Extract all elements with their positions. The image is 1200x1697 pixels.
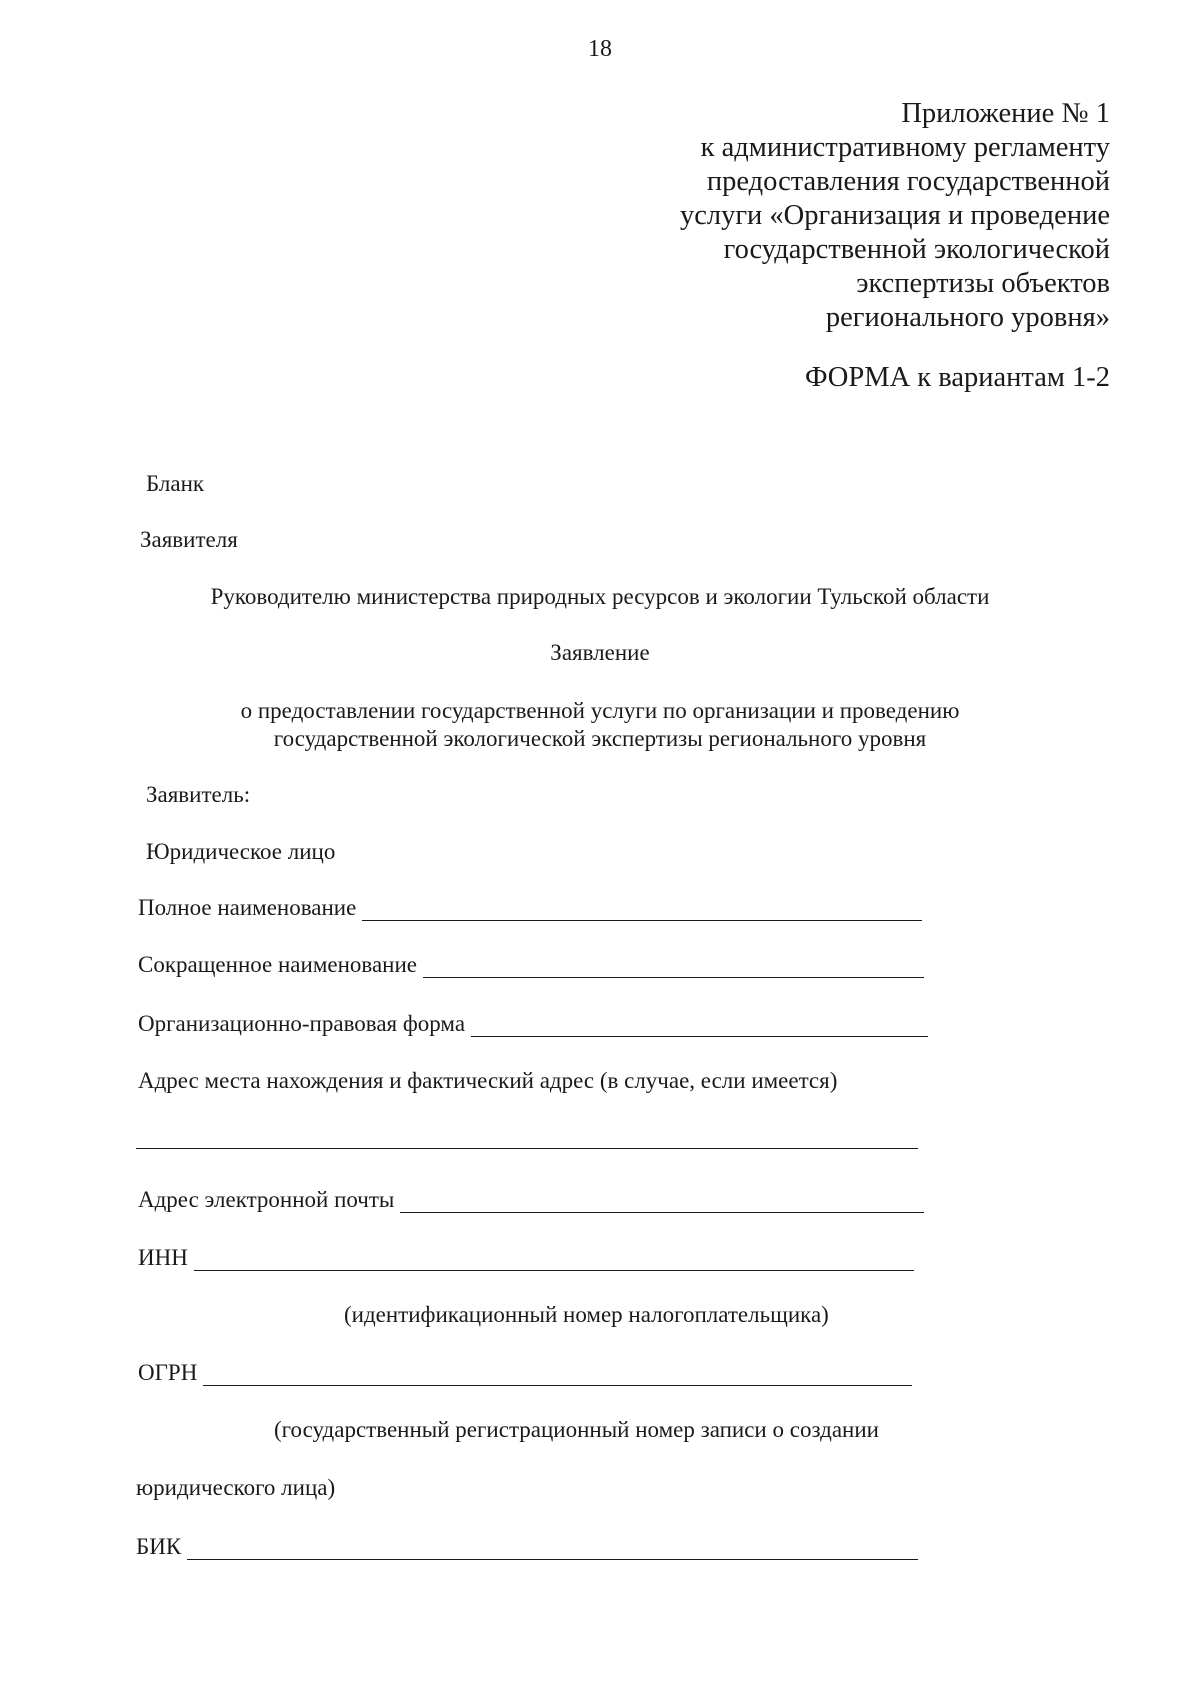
- appendix-line: государственной экологической: [723, 234, 1110, 265]
- inn-input[interactable]: [194, 1252, 914, 1271]
- full-name-field: [138, 895, 922, 921]
- legal-form-label: Организационно-правовая форма: [138, 1011, 466, 1036]
- document-title: Заявление: [550, 640, 650, 665]
- short-name-label: Сокращенное наименование: [138, 952, 417, 977]
- appendix-line: предоставления государственной: [706, 166, 1110, 197]
- form-label: ФОРМА к вариантам 1-2: [804, 362, 1110, 393]
- page-number: 18: [588, 36, 612, 62]
- entity-type: Юридическое лицо: [146, 839, 336, 864]
- address-input[interactable]: [136, 1148, 918, 1149]
- legal-form-input[interactable]: [471, 1018, 928, 1037]
- appendix-line: Приложение № 1: [901, 98, 1110, 129]
- email-field: [138, 1187, 924, 1213]
- subject-line-1: о предоставлении государственной услуги по организации и проведению: [240, 698, 960, 723]
- address-label: Адрес места нахождения и фактический адрес (в случае, если имеется): [138, 1068, 838, 1093]
- email-label: Адрес электронной почты: [138, 1187, 395, 1212]
- ogrn-hint-line-1: (государственный регистрационный номер записи о создании: [274, 1417, 879, 1442]
- email-input[interactable]: [400, 1194, 924, 1213]
- bik-field: [136, 1534, 918, 1560]
- appendix-line: к административному регламенту: [700, 132, 1110, 163]
- appendix-line: регионального уровня»: [825, 302, 1110, 333]
- inn-label: ИНН: [138, 1245, 188, 1270]
- appendix-header: [680, 97, 1110, 335]
- inn-hint: (идентификационный номер налогоплательщика): [344, 1302, 829, 1327]
- applicant-of-label: Заявителя: [140, 527, 238, 552]
- full-name-label: Полное наименование: [138, 895, 357, 920]
- full-name-input[interactable]: [362, 902, 922, 921]
- applicant-heading: Заявитель:: [146, 782, 251, 807]
- inn-field: [138, 1245, 914, 1271]
- ogrn-field: [138, 1360, 912, 1386]
- ogrn-input[interactable]: [203, 1367, 912, 1386]
- short-name-input[interactable]: [423, 959, 924, 978]
- blank-label: Бланк: [146, 471, 205, 496]
- ogrn-hint-line-2: юридического лица): [136, 1475, 336, 1500]
- ogrn-label: ОГРН: [138, 1360, 198, 1385]
- appendix-line: услуги «Организация и проведение: [679, 200, 1110, 231]
- subject-line-2: государственной экологической экспертизы регионального уровня: [273, 726, 927, 751]
- addressee: Руководителю министерства природных ресурсов и экологии Тульской области: [210, 584, 990, 609]
- short-name-field: [138, 952, 924, 978]
- bik-input[interactable]: [187, 1541, 918, 1560]
- legal-form-field: [138, 1011, 928, 1037]
- appendix-line: экспертизы объектов: [856, 268, 1110, 299]
- bik-label: БИК: [136, 1534, 182, 1559]
